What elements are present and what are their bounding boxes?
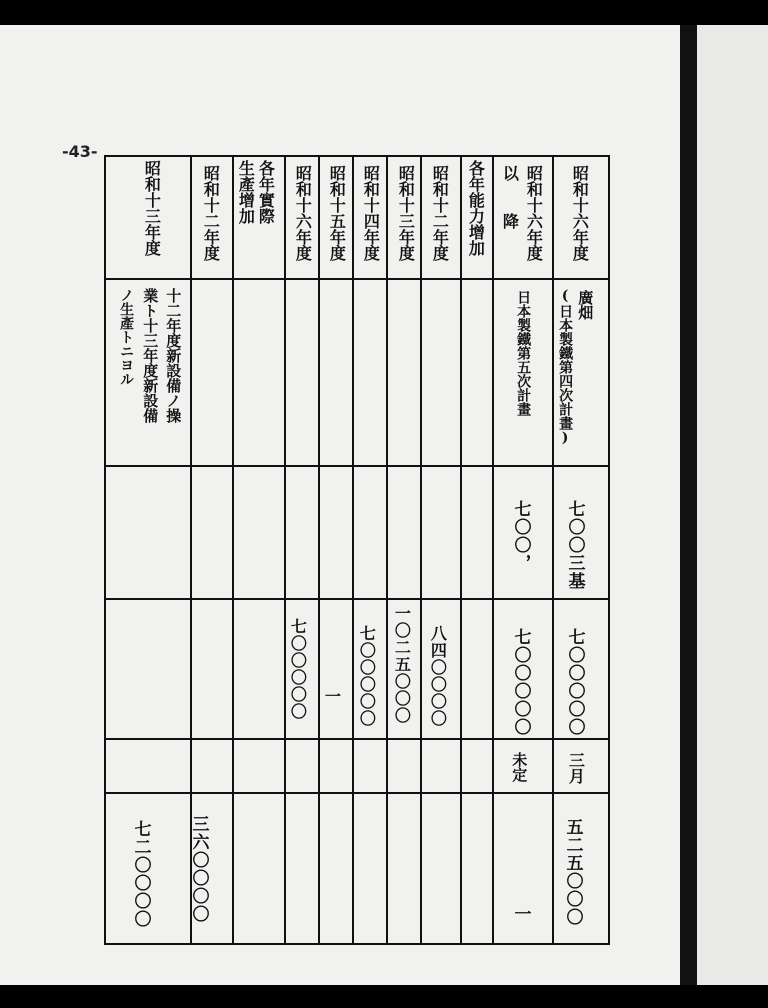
completion-month: 未定 (510, 752, 529, 782)
row-rule (104, 943, 610, 945)
section-header: 各年能力增加 (466, 160, 486, 256)
output-value: 一 (510, 905, 531, 923)
column-rule (552, 155, 554, 945)
output-value: 七二〇〇〇〇 (130, 820, 151, 928)
plant-name: 廣畑 (576, 290, 595, 320)
production-value: 一〇二五〇〇〇 (392, 605, 412, 724)
row-rule (104, 155, 610, 157)
section-header-sub: 生產增加 (236, 160, 256, 224)
note-line: 業ト十三年度新設備 (141, 288, 160, 423)
production-value: 八四〇〇〇〇 (428, 625, 448, 727)
section-header: 各年實際 (256, 160, 276, 224)
output-value: 五二五〇〇〇 (562, 818, 583, 926)
column-rule (608, 155, 610, 945)
year-header: 昭和十二年度 (201, 165, 221, 261)
year-header: 昭和十二年度 (430, 165, 450, 261)
column-rule (104, 155, 106, 945)
row-rule (104, 465, 610, 467)
column-rule (492, 155, 494, 945)
year-header: 昭和十三年度 (396, 165, 416, 261)
output-value: 三六〇〇〇〇 (188, 815, 209, 923)
page-number: -43- (62, 142, 98, 161)
production-value: 一 (322, 688, 342, 705)
row-rule (104, 278, 610, 280)
column-rule (284, 155, 286, 945)
production-value: 七〇〇〇〇〇 (564, 628, 585, 736)
column-rule (232, 155, 234, 945)
capacity-value: 七〇〇， (510, 500, 531, 572)
column-rule (386, 155, 388, 945)
production-value: 七〇〇〇〇〇 (510, 628, 531, 736)
year-header: 昭和十六年度 (524, 165, 544, 261)
year-header: 昭和十四年度 (361, 165, 381, 261)
production-value: 七〇〇〇〇〇 (357, 625, 377, 727)
year-header: 昭和十六年度 (570, 165, 590, 261)
plan-description: (日本製鐵第四次計畫) (557, 288, 574, 446)
year-header: 昭和十六年度 (293, 165, 313, 261)
year-header: 昭和十三年度 (142, 160, 162, 256)
column-rule (352, 155, 354, 945)
completion-month: 三月 (566, 752, 586, 784)
column-rule (460, 155, 462, 945)
row-rule (104, 598, 610, 600)
note-line: 十二年度新設備ノ操 (164, 288, 183, 423)
production-value: 七〇〇〇〇〇 (288, 618, 308, 720)
plan-description: 日本製鐵第五次計畫 (515, 290, 532, 416)
row-rule (104, 792, 610, 794)
column-rule (420, 155, 422, 945)
capacity-value: 七〇〇三基 (564, 500, 585, 590)
column-rule (318, 155, 320, 945)
year-header: 昭和十五年度 (327, 165, 347, 261)
year-header-sub: 以 降 (500, 165, 520, 229)
note-line: ノ生產トニヨル (118, 288, 135, 386)
row-rule (104, 738, 610, 740)
